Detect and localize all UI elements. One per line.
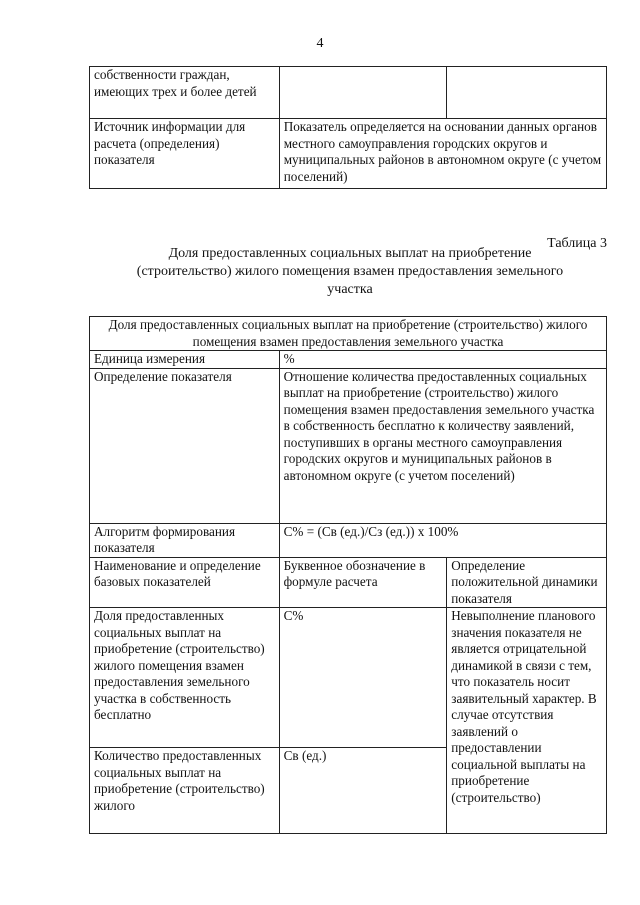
table-cell: Единица измерения (90, 351, 280, 369)
table-continued (89, 66, 607, 189)
table-cell: % (279, 351, 606, 369)
table-cell: Источник информации для расчета (определения) показателя (90, 119, 280, 189)
table-cell: Алгоритм формирования показателя (90, 523, 280, 557)
table-caption: Доля предоставленных социальных выплат на приобретение (строительство) жилого помещения взамен предоставления земельного участка (136, 246, 564, 297)
table-cell: Невыполнение планового значения показателя не является отрицательной динамикой в связи с тем, что показатель носит заявительный характер. В случае отсутствия заявлений о предоставлении социальной выплаты на приобретение (строительство) (447, 608, 607, 834)
table-cell: С% = (Св (ед.)/Сз (ед.)) х 100% (279, 523, 606, 557)
table-cell: Доля предоставленных социальных выплат на приобретение (строительство) жилого помещения взамен предоставления земельного участка в собственность бесплатно (90, 608, 280, 748)
page-number: 4 (316, 36, 324, 51)
table-cell: Отношение количества предоставленных социальных выплат на приобретение (строительство) жилого помещения взамен предоставления земельного участка в собственность бесплатно к количеству заявлений, поступивших в органы местного самоуправления городских округов и муниципальных районов в автономном округе (с учетом поселений) (279, 368, 606, 523)
table-header: Доля предоставленных социальных выплат на приобретение (строительство) жилого помещения взамен предоставления земельного участка (90, 317, 607, 351)
table-cell: Св (ед.) (279, 748, 447, 834)
table-cell: С% (279, 608, 447, 748)
table-cell: собственности граждан, имеющих трех и более детей (90, 67, 280, 119)
table-cell (279, 67, 447, 119)
indicator-table (89, 316, 607, 834)
table-cell: Показатель определяется на основании данных органов местного самоуправления городских округов и муниципальных районов в автономном округе (с учетом поселений) (279, 119, 606, 189)
table-cell: Определение показателя (90, 368, 280, 523)
table-cell (447, 67, 607, 119)
column-header: Буквенное обозначение в формуле расчета (279, 557, 447, 608)
table-cell: Количество предоставленных социальных выплат на приобретение (строительство) жилого (90, 748, 280, 834)
column-header: Определение положительной динамики показателя (447, 557, 607, 608)
column-header: Наименование и определение базовых показателей (90, 557, 280, 608)
table-number: Таблица 3 (547, 236, 607, 251)
